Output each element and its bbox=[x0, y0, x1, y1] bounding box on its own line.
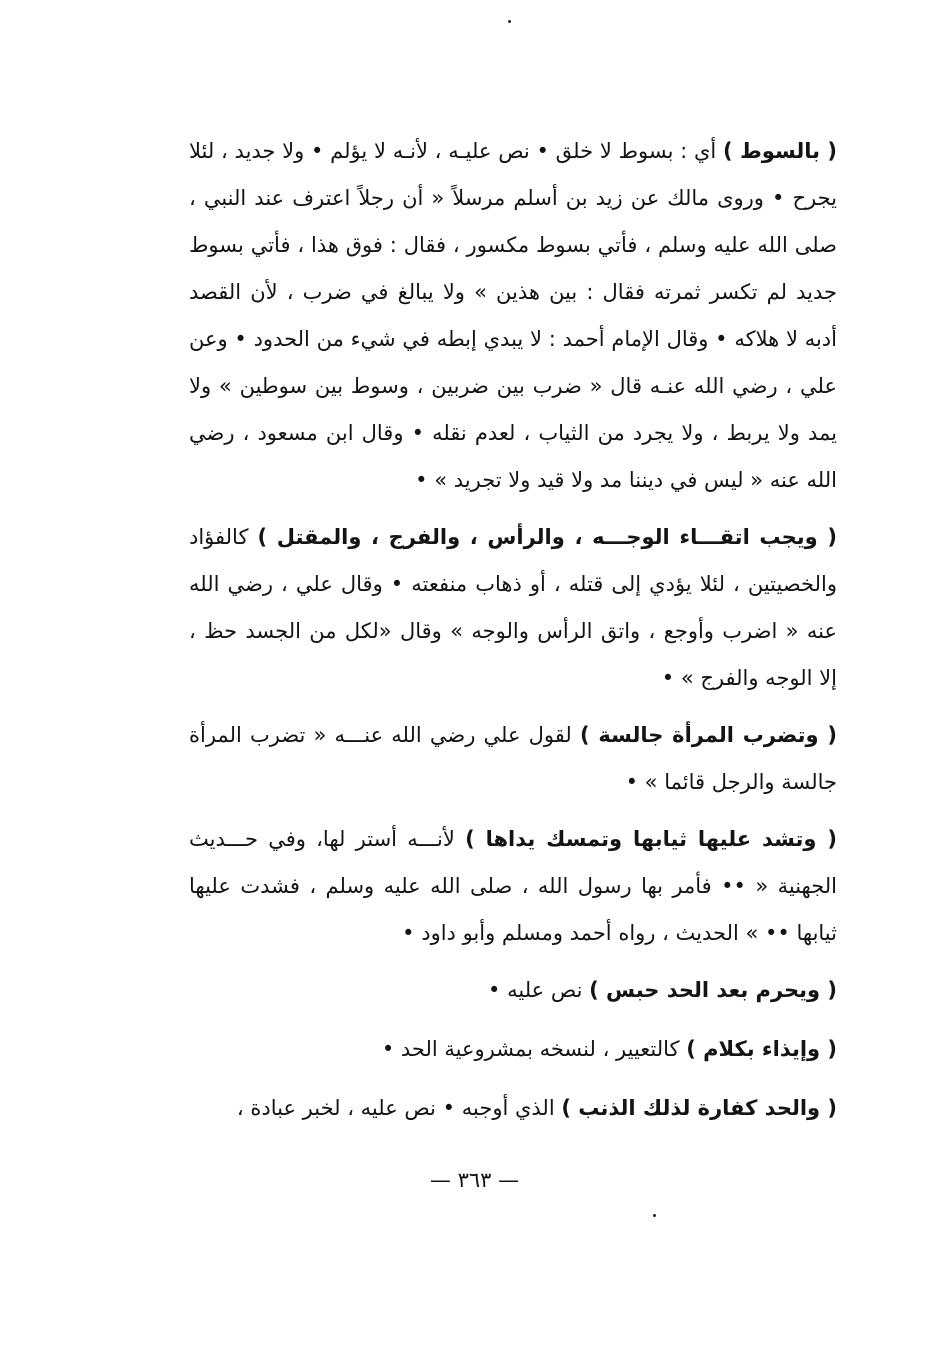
paragraph-text: لقول علي رضي الله عنـــه « تضرب المرأة جالسة والرجل قائما » • bbox=[189, 723, 837, 794]
paragraph-keyword: ( وتضرب المرأة جالسة ) bbox=[579, 723, 837, 747]
paragraph-text: أي : بسوط لا خلق • نص عليـه ، لأنـه لا يؤلم • ولا جديد ، لئلا يجرح • وروى مالك عن زيد بن أسلم مرسلاً « أن رجلاً اعترف عند النبي ، صلى الله عليه وسلم ، فأتي بسوط مكسور ، فقال : فوق هذا ، فأتي بسوط جديد لم تكسر ثمرته فقال : بين هذين » ولا يبالغ في ضرب ، لأن القصد أدبه لا هلاكه • وقال الإمام أحمد : لا يبدي إبطه في شيء من الحدود • وعن علي ، رضي الله عنـه قال « ضرب بين ضربين ، وسوط بين سوطين » ولا يمد ولا يربط ، ولا يجرد من الثياب ، لعدم نقله • وقال ابن مسعود ، رضي الله عنه « ليس في ديننا مد ولا قيد ولا تجريد » • bbox=[189, 139, 837, 492]
paragraph-woman-seated bbox=[189, 712, 837, 806]
paragraph-avoid-face bbox=[189, 514, 837, 702]
paragraph-text: كالفؤاد والخصيتين ، لئلا يؤدي إلى قتله ، أو ذهاب منفعته • وقال علي ، رضي الله عنه « اضرب وأوجع ، واتق الرأس والوجه » وقال «لكل من الجسد حظ ، إلا الوجه والفرج » • bbox=[189, 525, 837, 690]
paragraph-text: كالتعيير ، لنسخه بمشروعية الحد • bbox=[381, 1037, 680, 1061]
paragraph-text: لأنـــه أستر لها، وفي حـــديث الجهنية « •• فأمر بها رسول الله ، صلى الله عليه وسلم ، فشدت عليها ثيابها •• » الحديث ، رواه أحمد ومسلم وأبو داود • bbox=[189, 827, 837, 945]
paragraph-text: الذي أوجبه • نص عليه ، لخبر عبادة ، bbox=[236, 1096, 555, 1120]
paragraph-keyword: ( والحد كفارة لذلك الذنب ) bbox=[561, 1096, 837, 1120]
paragraph-expiation bbox=[189, 1085, 837, 1132]
paragraph-text: نص عليه • bbox=[488, 978, 583, 1002]
paragraph-keyword: ( بالسوط ) bbox=[723, 139, 837, 163]
page-number: — ٣٦٣ — bbox=[429, 1168, 520, 1192]
paragraph-clothes-tied bbox=[189, 816, 837, 957]
paragraph-keyword: ( وتشد عليها ثيابها وتمسك يداها ) bbox=[465, 827, 837, 851]
paragraph-no-prison bbox=[189, 967, 837, 1014]
print-speck-top bbox=[508, 20, 511, 23]
paragraph-no-insult bbox=[189, 1026, 837, 1073]
paragraph-sawt bbox=[189, 128, 837, 504]
body-text bbox=[189, 128, 837, 1144]
paragraph-keyword: ( ويحرم بعد الحد حبس ) bbox=[589, 978, 837, 1002]
paragraph-keyword: ( ويجب اتقـــاء الوجـــه ، والرأس ، والفرج ، والمقتل ) bbox=[257, 525, 837, 549]
paragraph-keyword: ( وإيذاء بكلام ) bbox=[686, 1037, 837, 1061]
print-speck-bottom bbox=[653, 1214, 656, 1217]
